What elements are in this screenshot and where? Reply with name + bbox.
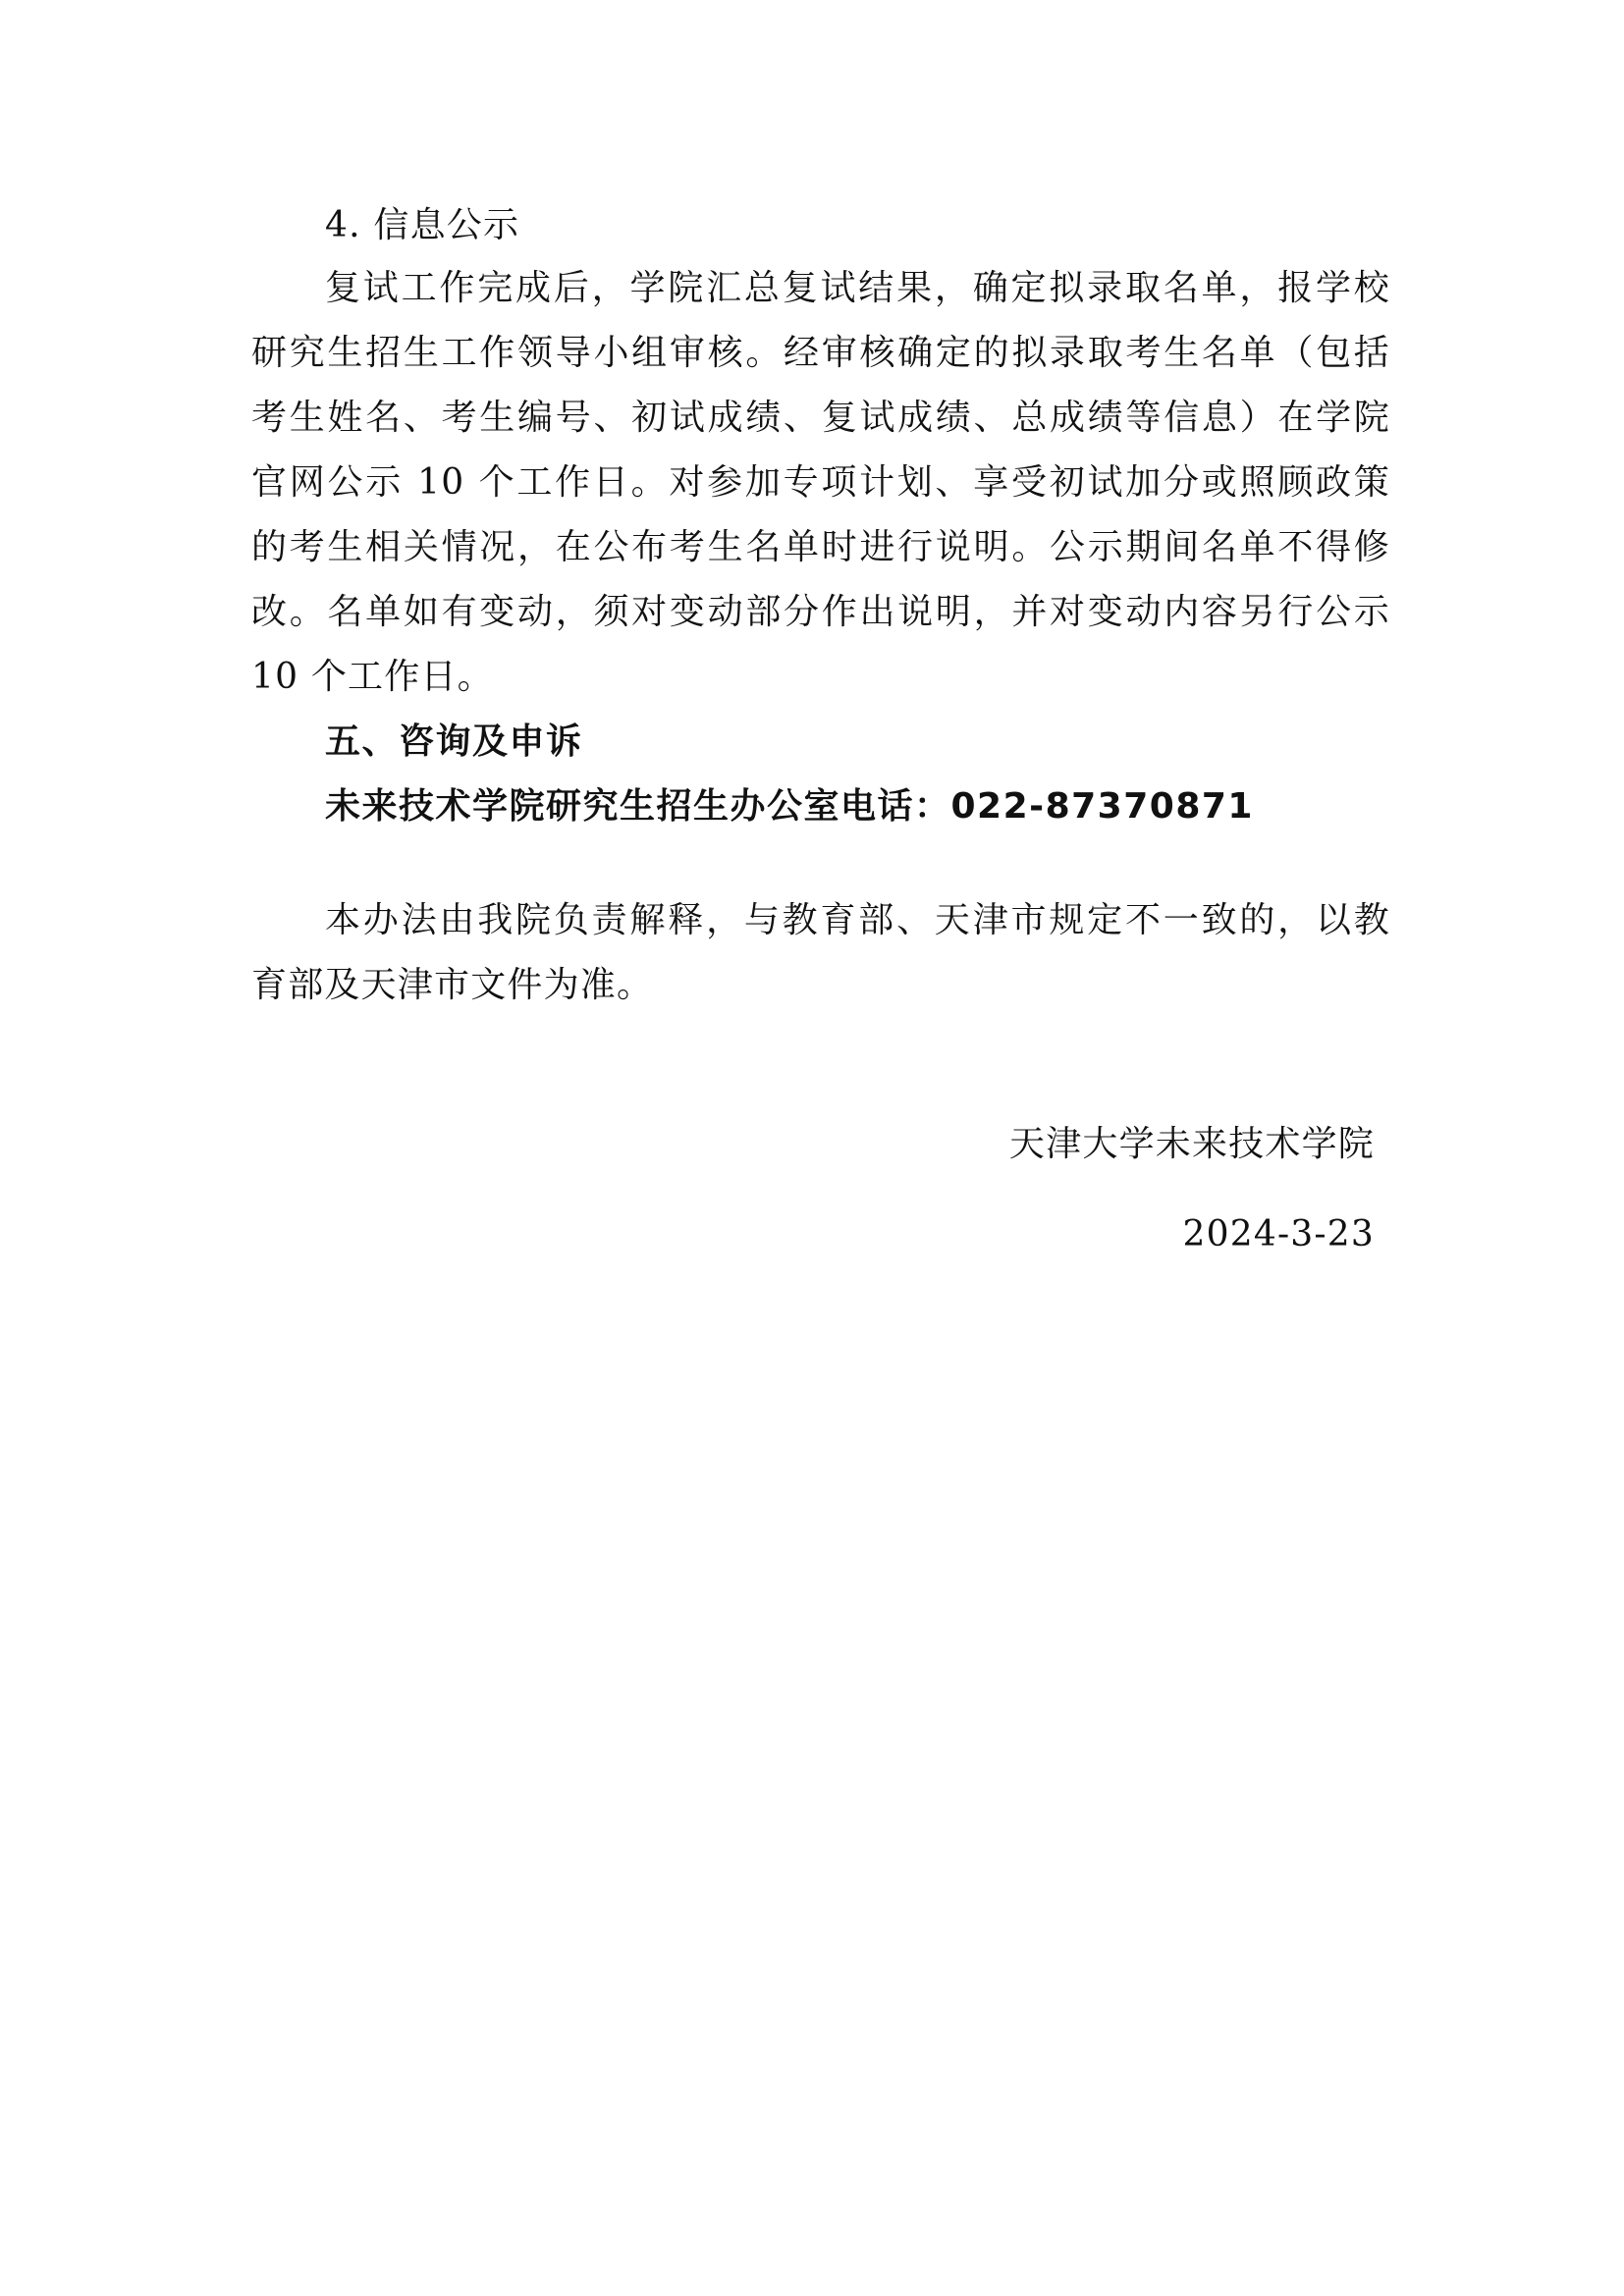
section-5-heading: 五、咨询及申诉 xyxy=(325,721,583,762)
closing-line-1: 本办法由我院负责解释，与教育部、天津市规定不一致的，以教 xyxy=(325,900,1390,940)
signature-org: 天津大学未来技术学院 xyxy=(1008,1124,1375,1164)
section-4-line-4: 官网公示 10 个工作日。对参加专项计划、享受初试加分或照顾政策 xyxy=(251,462,1390,503)
section-4-line-5: 的考生相关情况，在公布考生名单时进行说明。公示期间名单不得修 xyxy=(251,527,1390,567)
section-4-line-7: 10 个工作日。 xyxy=(251,657,494,697)
section-4-line-1: 复试工作完成后，学院汇总复试结果，确定拟录取名单，报学校 xyxy=(325,268,1390,308)
section-4-heading: 4. 信息公示 xyxy=(325,205,520,245)
section-4-line-3: 考生姓名、考生编号、初试成绩、复试成绩、总成绩等信息）在学院 xyxy=(251,398,1390,438)
signature-date: 2024-3-23 xyxy=(1182,1214,1375,1255)
section-4-line-6: 改。名单如有变动，须对变动部分作出说明，并对变动内容另行公示 xyxy=(251,592,1390,632)
section-4-line-2: 研究生招生工作领导小组审核。经审核确定的拟录取考生名单（包括 xyxy=(251,333,1390,373)
contact-phone: 未来技术学院研究生招生办公室电话：022-87370871 xyxy=(325,786,1254,827)
closing-line-2: 育部及天津市文件为准。 xyxy=(251,965,654,1005)
